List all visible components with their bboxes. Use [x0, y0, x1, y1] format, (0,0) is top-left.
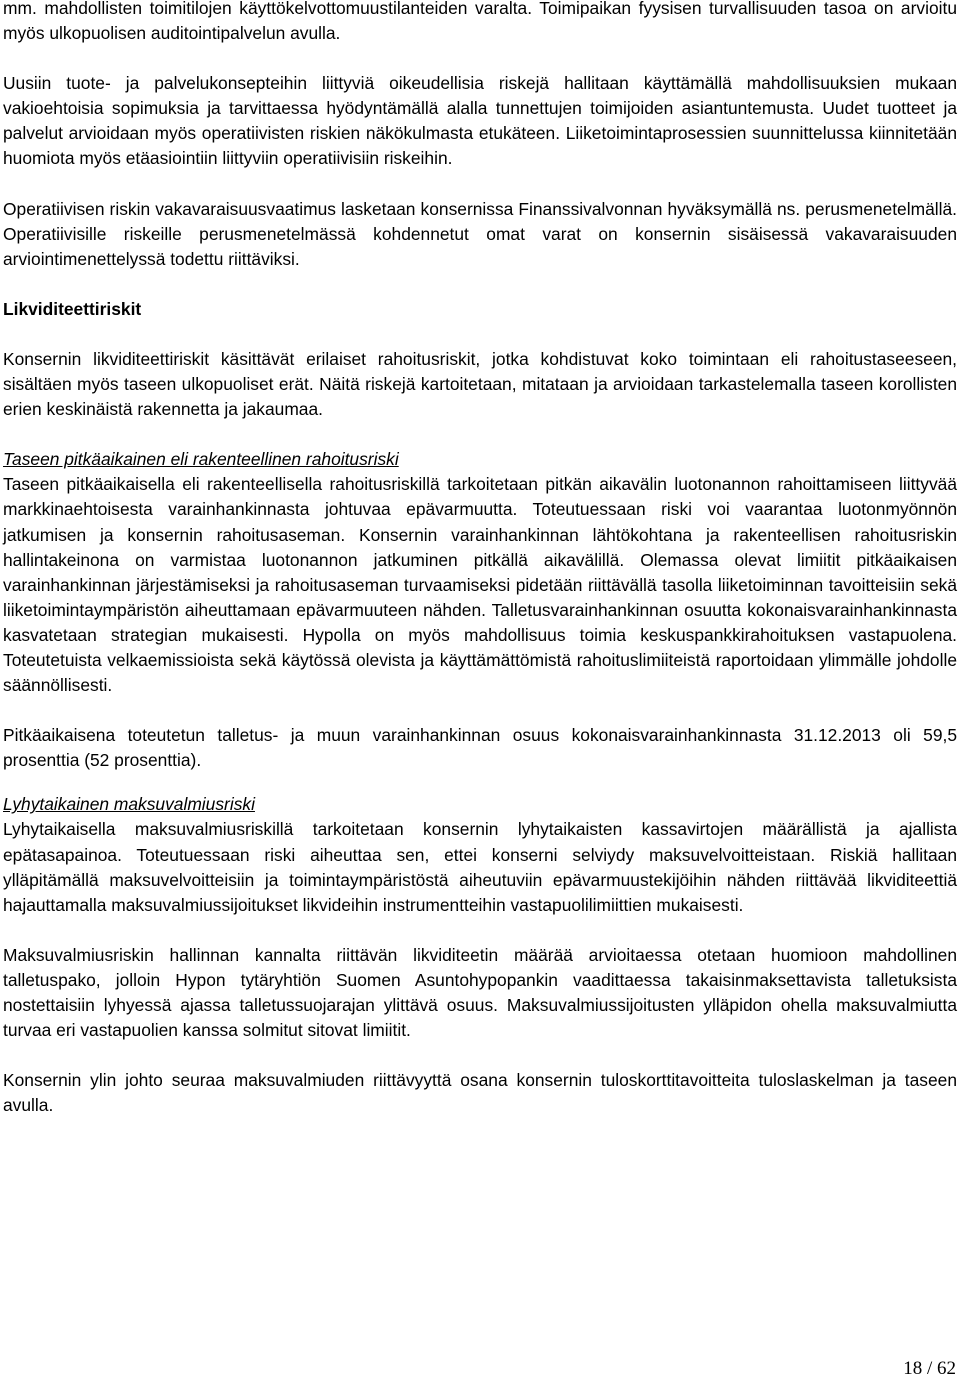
paragraph-structural-funding-risk: Taseen pitkäaikaisella eli rakenteellisella rahoitusriskillä tarkoitetaan pitkän aikavälin luotonannon rahoittamiseen liittyvää markkinaehtoisesta varainhankinnasta johtuvaa epävarmuutta. Toteutuessaan riski voi vaarantaa luotonmyönnön jatkumisen ja konsernin rahoitusaseman. Konsernin varainhankinnan lähtökohtana ja rakenteellisen rahoitusriskin hallintakeinona on varmistaa luotonannon jatkuminen pitkällä aikavälillä. Olemassa olevat limiitit pitkäaikaisen varainhankinnan järjestämiseksi ja rahoitusaseman turvaamiseksi pidetään riittävällä tasolla liiketoiminnan tavoitteisiin sekä liiketoimintaympäristön aiheuttamaan epävarmuuteen nähden. Talletusvarainhankinnan osuutta kokonaisvarainhankinnasta kasvatetaan strategian mukaisesti. Hypolla on myös mahdollisuus toimia keskuspankkirahoituksen vastapuolena. Toteutetuista velkaemissioista sekä käytössä olevista ja käyttämättömistä rahoituslimiiteistä raportoidaan ylimmälle johdolle säännöllisesti. [3, 474, 957, 696]
paragraph-liquidity-risks-intro: Konsernin likviditeettiriskit käsittävät erilaiset rahoitusriskit, jotka kohdistuvat koko toimintaan eli rahoitustaseeseen, sisältäen myös taseen ulkopuoliset erät. Näitä riskejä kartoitetaan, mitataan ja arvioidaan tarkastelemalla taseen korollisten erien keskinäistä rakennetta ja jakaumaa. [3, 348, 957, 420]
heading-liquidity-risks: Likviditeettiriskit [3, 298, 142, 319]
page-number: 18 / 62 [903, 1358, 956, 1379]
paragraph-short-term-liquidity-risk: Lyhytaikaisella maksuvalmiusriskillä tarkoitetaan konsernin lyhytaikaisten kassavirtojen määrällistä ja ajallista epätasapainoa. Toteutuessaan riski aiheuttaa sen, ettei konserni selviydy maksuvelvoitteistaan. Riskiä hallitaan ylläpitämällä maksuvelvoitteisiin ja toimintaympäristöstä aiheutuviin epävarmuustekijöihin nähden riittävää likviditeettiä hajauttamalla maksuvalmiussijoitukset likvideihin instrumentteihin vastapuolilimiittien mukaisesti. [3, 819, 957, 915]
paragraph-liquidity-management: Maksuvalmiusriskin hallinnan kannalta riittävän likviditeetin määrää arvioitaessa otetaan huomioon mahdollinen talletuspako, jolloin Hypon tytäryhtiön Suomen Asuntohypopankin vaadittaessa takaisinmaksettavista talletuksista nostettaisiin lyhyessä ajassa talletussuojarajan ylittävä osuus. Maksuvalmiussijoitusten ylläpidon ohella maksuvalmiutta turvaa eri vastapuolien kanssa solmitut sitovat limiitit. [3, 944, 957, 1041]
document-page [3, 0, 957, 1118]
paragraph-long-term-funding-share: Pitkäaikaisena toteutetun talletus- ja muun varainhankinnan osuus kokonaisvarainhankinnasta 31.12.2013 oli 59,5 prosenttia (52 prosenttia). [3, 725, 957, 771]
heading-short-term-liquidity-risk: Lyhytaikainen maksuvalmiusriski [3, 794, 255, 815]
paragraph-management-monitoring: Konsernin ylin johto seuraa maksuvalmiuden riittävyyttä osana konsernin tuloskorttitavoitteita tuloslaskelman ja taseen avulla. [3, 1070, 957, 1116]
paragraph-operational-capital-requirement: Operatiivisen riskin vakavaraisuusvaatimus lasketaan konsernissa Finanssivalvonnan hyväksymällä ns. perusmenetelmällä. Operatiivisille riskeille perusmenetelmässä kohdennetut omat varat on konsernin sisäisessä vakavaraisuuden arviointimenettelyssä todettu riittäviksi. [3, 198, 957, 269]
paragraph-physical-security: mm. mahdollisten toimitilojen käyttökelvottomuustilanteiden varalta. Toimipaikan fyysisen turvallisuuden tasoa on arvioitu myös ulkopuolisen auditointipalvelun avulla. [3, 0, 957, 44]
heading-structural-funding-risk: Taseen pitkäaikainen eli rakenteellinen rahoitusriski [3, 449, 399, 470]
paragraph-legal-risks: Uusiin tuote- ja palvelukonsepteihin liittyviä oikeudellisia riskejä hallitaan käyttämällä mahdollisuuksien mukaan vakioehtoisia sopimuksia ja tarvittaessa hyödyntämällä alalla tunnettujen toimijoiden asiantuntemusta. Uudet tuotteet ja palvelut arvioidaan myös operatiivisten riskien näkökulmasta etukäteen. Liiketoimintaprosessien suunnittelussa kiinnitetään huomiota myös etäasiointiin liittyviin operatiivisiin riskeihin. [3, 73, 957, 169]
